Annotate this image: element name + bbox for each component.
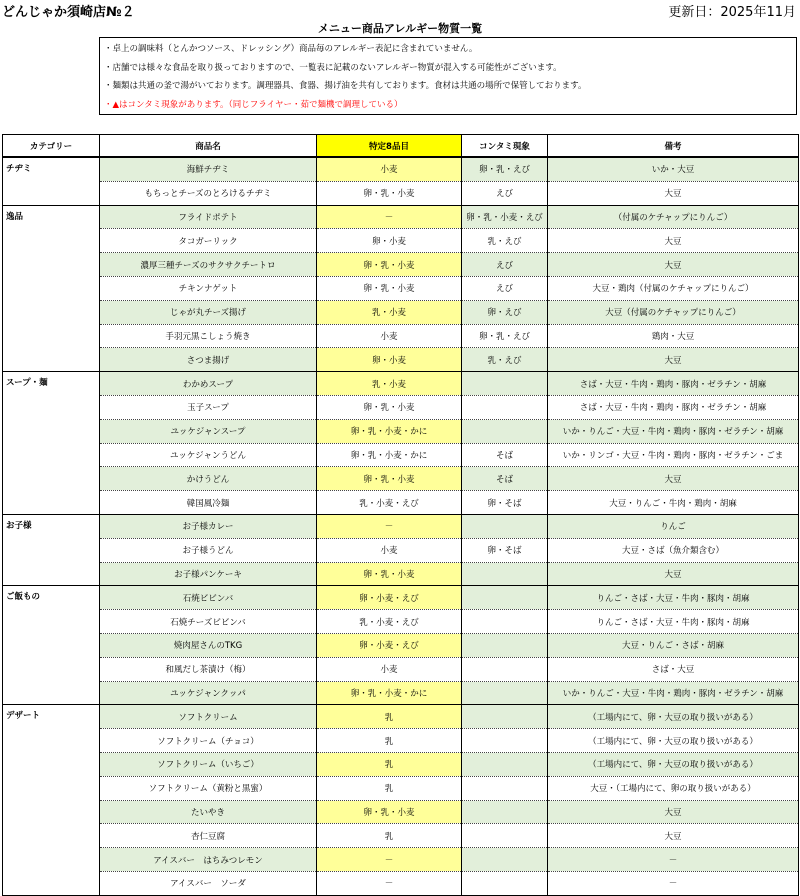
table-row	[3, 157, 799, 181]
product-name-cell: タコガーリック	[100, 229, 317, 253]
allergen-cell: －	[317, 205, 462, 229]
allergen-cell: 乳	[317, 729, 462, 753]
allergen-cell: 卵・乳・小麦	[317, 562, 462, 586]
notes-box	[99, 37, 797, 115]
remarks-cell: 大豆	[548, 229, 799, 253]
allergen-cell: 卵・乳・小麦	[317, 395, 462, 419]
product-name-cell: ソフトクリーム（黄粉と黒蜜）	[100, 776, 317, 800]
product-name-cell: お子様カレー	[100, 514, 317, 538]
table-row	[3, 443, 799, 467]
contamination-cell	[462, 871, 548, 895]
product-name-cell: 韓国風冷麺	[100, 491, 317, 515]
product-name-cell: チキンナゲット	[100, 276, 317, 300]
allergen-cell: 卵・乳・小麦・かに	[317, 681, 462, 705]
product-name-cell: 杏仁豆腐	[100, 824, 317, 848]
allergen-cell: 乳・小麦	[317, 372, 462, 396]
product-name-cell: ユッケジャンクッパ	[100, 681, 317, 705]
contamination-cell: 卵・そば	[462, 538, 548, 562]
table-row	[3, 372, 799, 396]
allergen-cell: 小麦	[317, 324, 462, 348]
table-row	[3, 300, 799, 324]
remarks-cell: 大豆	[548, 562, 799, 586]
table-row	[3, 491, 799, 515]
remarks-cell: 大豆	[548, 348, 799, 372]
category-cell: チヂミ	[3, 157, 100, 205]
remarks-cell: 大豆・鶏肉（付属のケチャップにりんご）	[548, 276, 799, 300]
table-row	[3, 657, 799, 681]
allergen-cell: 卵・小麦	[317, 348, 462, 372]
product-name-cell: ソフトクリーム	[100, 705, 317, 729]
remarks-cell: 大豆	[548, 181, 799, 205]
contamination-cell: 卵・乳・小麦・えび	[462, 205, 548, 229]
contamination-cell	[462, 800, 548, 824]
allergen-cell: －	[317, 871, 462, 895]
table-row	[3, 276, 799, 300]
remarks-cell: さば・大豆・牛肉・鶏肉・豚肉・ゼラチン・胡麻	[548, 372, 799, 396]
remarks-cell: （工場内にて、卵・大豆の取り扱いがある）	[548, 752, 799, 776]
allergen-cell: 卵・小麦・えび	[317, 586, 462, 610]
note-line: ・卓上の調味料（とんかつソース、ドレッシング）商品毎のアレルギー表記に含まれていません。	[104, 44, 478, 54]
product-name-cell: 石焼チーズビビンバ	[100, 610, 317, 634]
product-name-cell: ユッケジャンうどん	[100, 443, 317, 467]
remarks-cell: 大豆・りんご・さば・胡麻	[548, 633, 799, 657]
contamination-cell: えび	[462, 181, 548, 205]
contamination-cell	[462, 419, 548, 443]
allergen-cell: 乳	[317, 824, 462, 848]
remarks-cell: いか・りんご・大豆・牛肉・鶏肉・豚肉・ゼラチン・胡麻	[548, 419, 799, 443]
remarks-cell: 大豆（付属のケチャップにりんご）	[548, 300, 799, 324]
remarks-cell: 鶏肉・大豆	[548, 324, 799, 348]
allergen-cell: 卵・乳・小麦	[317, 467, 462, 491]
allergen-cell: 卵・乳・小麦・かに	[317, 443, 462, 467]
remarks-cell: （付属のケチャップにりんご）	[548, 205, 799, 229]
table-body	[3, 157, 799, 895]
product-name-cell: かけうどん	[100, 467, 317, 491]
remarks-cell: いか・大豆	[548, 157, 799, 181]
allergen-cell: 乳・小麦	[317, 300, 462, 324]
product-name-cell: たいやき	[100, 800, 317, 824]
table-row	[3, 729, 799, 753]
product-name-cell: 海鮮チヂミ	[100, 157, 317, 181]
contamination-cell: そば	[462, 467, 548, 491]
header-remarks: 備考	[548, 135, 799, 158]
allergen-cell: 卵・乳・小麦	[317, 276, 462, 300]
contamination-cell	[462, 562, 548, 586]
allergen-cell: 小麦	[317, 538, 462, 562]
contamination-cell	[462, 395, 548, 419]
allergen-cell: 卵・小麦	[317, 229, 462, 253]
contamination-cell: 卵・えび	[462, 300, 548, 324]
product-name-cell: お子様パンケーキ	[100, 562, 317, 586]
contamination-cell	[462, 729, 548, 753]
remarks-cell: 大豆	[548, 824, 799, 848]
remarks-cell: 大豆・（工場内にて、卵の取り扱いがある）	[548, 776, 799, 800]
table-row	[3, 467, 799, 491]
allergen-cell: 乳	[317, 776, 462, 800]
table-row	[3, 824, 799, 848]
table-row	[3, 324, 799, 348]
remarks-cell: いか・りんご・大豆・牛肉・鶏肉・豚肉・ゼラチン・胡麻	[548, 681, 799, 705]
allergen-cell: 小麦	[317, 157, 462, 181]
allergen-cell: 卵・乳・小麦	[317, 253, 462, 277]
allergen-cell: 小麦	[317, 657, 462, 681]
remarks-cell: 大豆・りんご・牛肉・鶏肉・胡麻	[548, 491, 799, 515]
table-row	[3, 395, 799, 419]
note-line-warning: ・▲はコンタミ現象があります。（同じフライヤー・茹で麺機で調理している）	[104, 99, 403, 110]
table-row	[3, 348, 799, 372]
table-row	[3, 205, 799, 229]
remarks-cell: りんご・さば・大豆・牛肉・豚肉・胡麻	[548, 610, 799, 634]
product-name-cell: 和風だし茶漬け（梅）	[100, 657, 317, 681]
allergen-cell: 乳	[317, 705, 462, 729]
table-header-row	[3, 135, 799, 158]
contamination-cell: えび	[462, 276, 548, 300]
product-name-cell: アイスバー ソーダ	[100, 871, 317, 895]
contamination-cell	[462, 705, 548, 729]
updated-date: 更新日：2025年11月	[668, 5, 796, 20]
category-cell: デザート	[3, 705, 100, 895]
table-row	[3, 705, 799, 729]
remarks-cell: いか・リンゴ・大豆・牛肉・鶏肉・豚肉・ゼラチン・ごま	[548, 443, 799, 467]
contamination-cell	[462, 752, 548, 776]
allergen-cell: 卵・小麦・えび	[317, 633, 462, 657]
allergen-cell: －	[317, 514, 462, 538]
product-name-cell: フライドポテト	[100, 205, 317, 229]
contamination-cell: えび	[462, 253, 548, 277]
product-name-cell: じゃが丸チーズ揚げ	[100, 300, 317, 324]
contamination-cell: 乳・えび	[462, 348, 548, 372]
table-row	[3, 871, 799, 895]
page-title: メニュー商品アレルギー物質一覧	[317, 22, 483, 35]
allergen-table	[2, 134, 799, 896]
product-name-cell: ソフトクリーム（チョコ）	[100, 729, 317, 753]
contamination-cell	[462, 824, 548, 848]
table-row	[3, 562, 799, 586]
allergen-cell: 乳・小麦・えび	[317, 610, 462, 634]
product-name-cell: 焼肉屋さんのTKG	[100, 633, 317, 657]
remarks-cell: りんご	[548, 514, 799, 538]
table-row	[3, 800, 799, 824]
remarks-cell: －	[548, 848, 799, 872]
product-name-cell: もちっとチーズのとろけるチヂミ	[100, 181, 317, 205]
contamination-cell	[462, 657, 548, 681]
allergen-cell: 卵・乳・小麦	[317, 181, 462, 205]
remarks-cell: （工場内にて、卵・大豆の取り扱いがある）	[548, 729, 799, 753]
remarks-cell: 大豆	[548, 467, 799, 491]
category-cell: スープ・麺	[3, 372, 100, 515]
remarks-cell: －	[548, 871, 799, 895]
allergen-cell: 乳	[317, 752, 462, 776]
remarks-cell: さば・大豆・牛肉・鶏肉・豚肉・ゼラチン・胡麻	[548, 395, 799, 419]
category-cell: 逸品	[3, 205, 100, 372]
product-name-cell: アイスバー はちみつレモン	[100, 848, 317, 872]
contamination-cell	[462, 848, 548, 872]
category-cell: ご飯もの	[3, 586, 100, 705]
product-name-cell: ソフトクリーム（いちご）	[100, 752, 317, 776]
contamination-cell: 卵・そば	[462, 491, 548, 515]
table-row	[3, 229, 799, 253]
table-row	[3, 586, 799, 610]
contamination-cell	[462, 514, 548, 538]
allergen-cell: －	[317, 848, 462, 872]
allergen-cell: 卵・乳・小麦・かに	[317, 419, 462, 443]
contamination-cell	[462, 776, 548, 800]
product-name-cell: 濃厚三種チーズのサクサクチートロ	[100, 253, 317, 277]
header-category: カテゴリー	[3, 135, 100, 158]
table-row	[3, 610, 799, 634]
category-cell: お子様	[3, 514, 100, 585]
table-row	[3, 253, 799, 277]
contamination-cell: 卵・乳・えび	[462, 157, 548, 181]
contamination-cell	[462, 586, 548, 610]
product-name-cell: 石焼ビビンバ	[100, 586, 317, 610]
contamination-cell	[462, 633, 548, 657]
remarks-cell: （工場内にて、卵・大豆の取り扱いがある）	[548, 705, 799, 729]
contamination-cell: 乳・えび	[462, 229, 548, 253]
table-row	[3, 776, 799, 800]
note-line: ・麺類は共通の釜で湯がいております。調理器具、食器、揚げ油を共有しております。食材は共通の場所で保管しております。	[104, 81, 587, 91]
header-allergens: 特定8品目	[317, 135, 462, 158]
table-row	[3, 514, 799, 538]
product-name-cell: ユッケジャンスープ	[100, 419, 317, 443]
contamination-cell	[462, 372, 548, 396]
store-name: どんじゃか須崎店№２	[2, 5, 135, 20]
table-row	[3, 848, 799, 872]
table-row	[3, 181, 799, 205]
table-row	[3, 681, 799, 705]
contamination-cell	[462, 681, 548, 705]
product-name-cell: 玉子スープ	[100, 395, 317, 419]
table-row	[3, 538, 799, 562]
product-name-cell: わかめスープ	[100, 372, 317, 396]
header-product: 商品名	[100, 135, 317, 158]
table-row	[3, 633, 799, 657]
product-name-cell: さつま揚げ	[100, 348, 317, 372]
contamination-cell	[462, 610, 548, 634]
table-row	[3, 419, 799, 443]
allergen-cell: 乳・小麦・えび	[317, 491, 462, 515]
remarks-cell: 大豆・さば（魚介類含む）	[548, 538, 799, 562]
header-contamination: コンタミ現象	[462, 135, 548, 158]
remarks-cell: さば・大豆	[548, 657, 799, 681]
contamination-cell: そば	[462, 443, 548, 467]
product-name-cell: 手羽元黒こしょう焼き	[100, 324, 317, 348]
contamination-cell: 卵・乳・えび	[462, 324, 548, 348]
remarks-cell: 大豆	[548, 253, 799, 277]
note-line: ・店舗では様々な食品を取り扱っておりますので、一覧表に記載のないアレルギー物質が混入する可能性がございます。	[104, 62, 562, 73]
remarks-cell: 大豆	[548, 800, 799, 824]
remarks-cell: りんご・さば・大豆・牛肉・豚肉・胡麻	[548, 586, 799, 610]
product-name-cell: お子様うどん	[100, 538, 317, 562]
allergen-cell: 卵・乳・小麦	[317, 800, 462, 824]
table-row	[3, 752, 799, 776]
